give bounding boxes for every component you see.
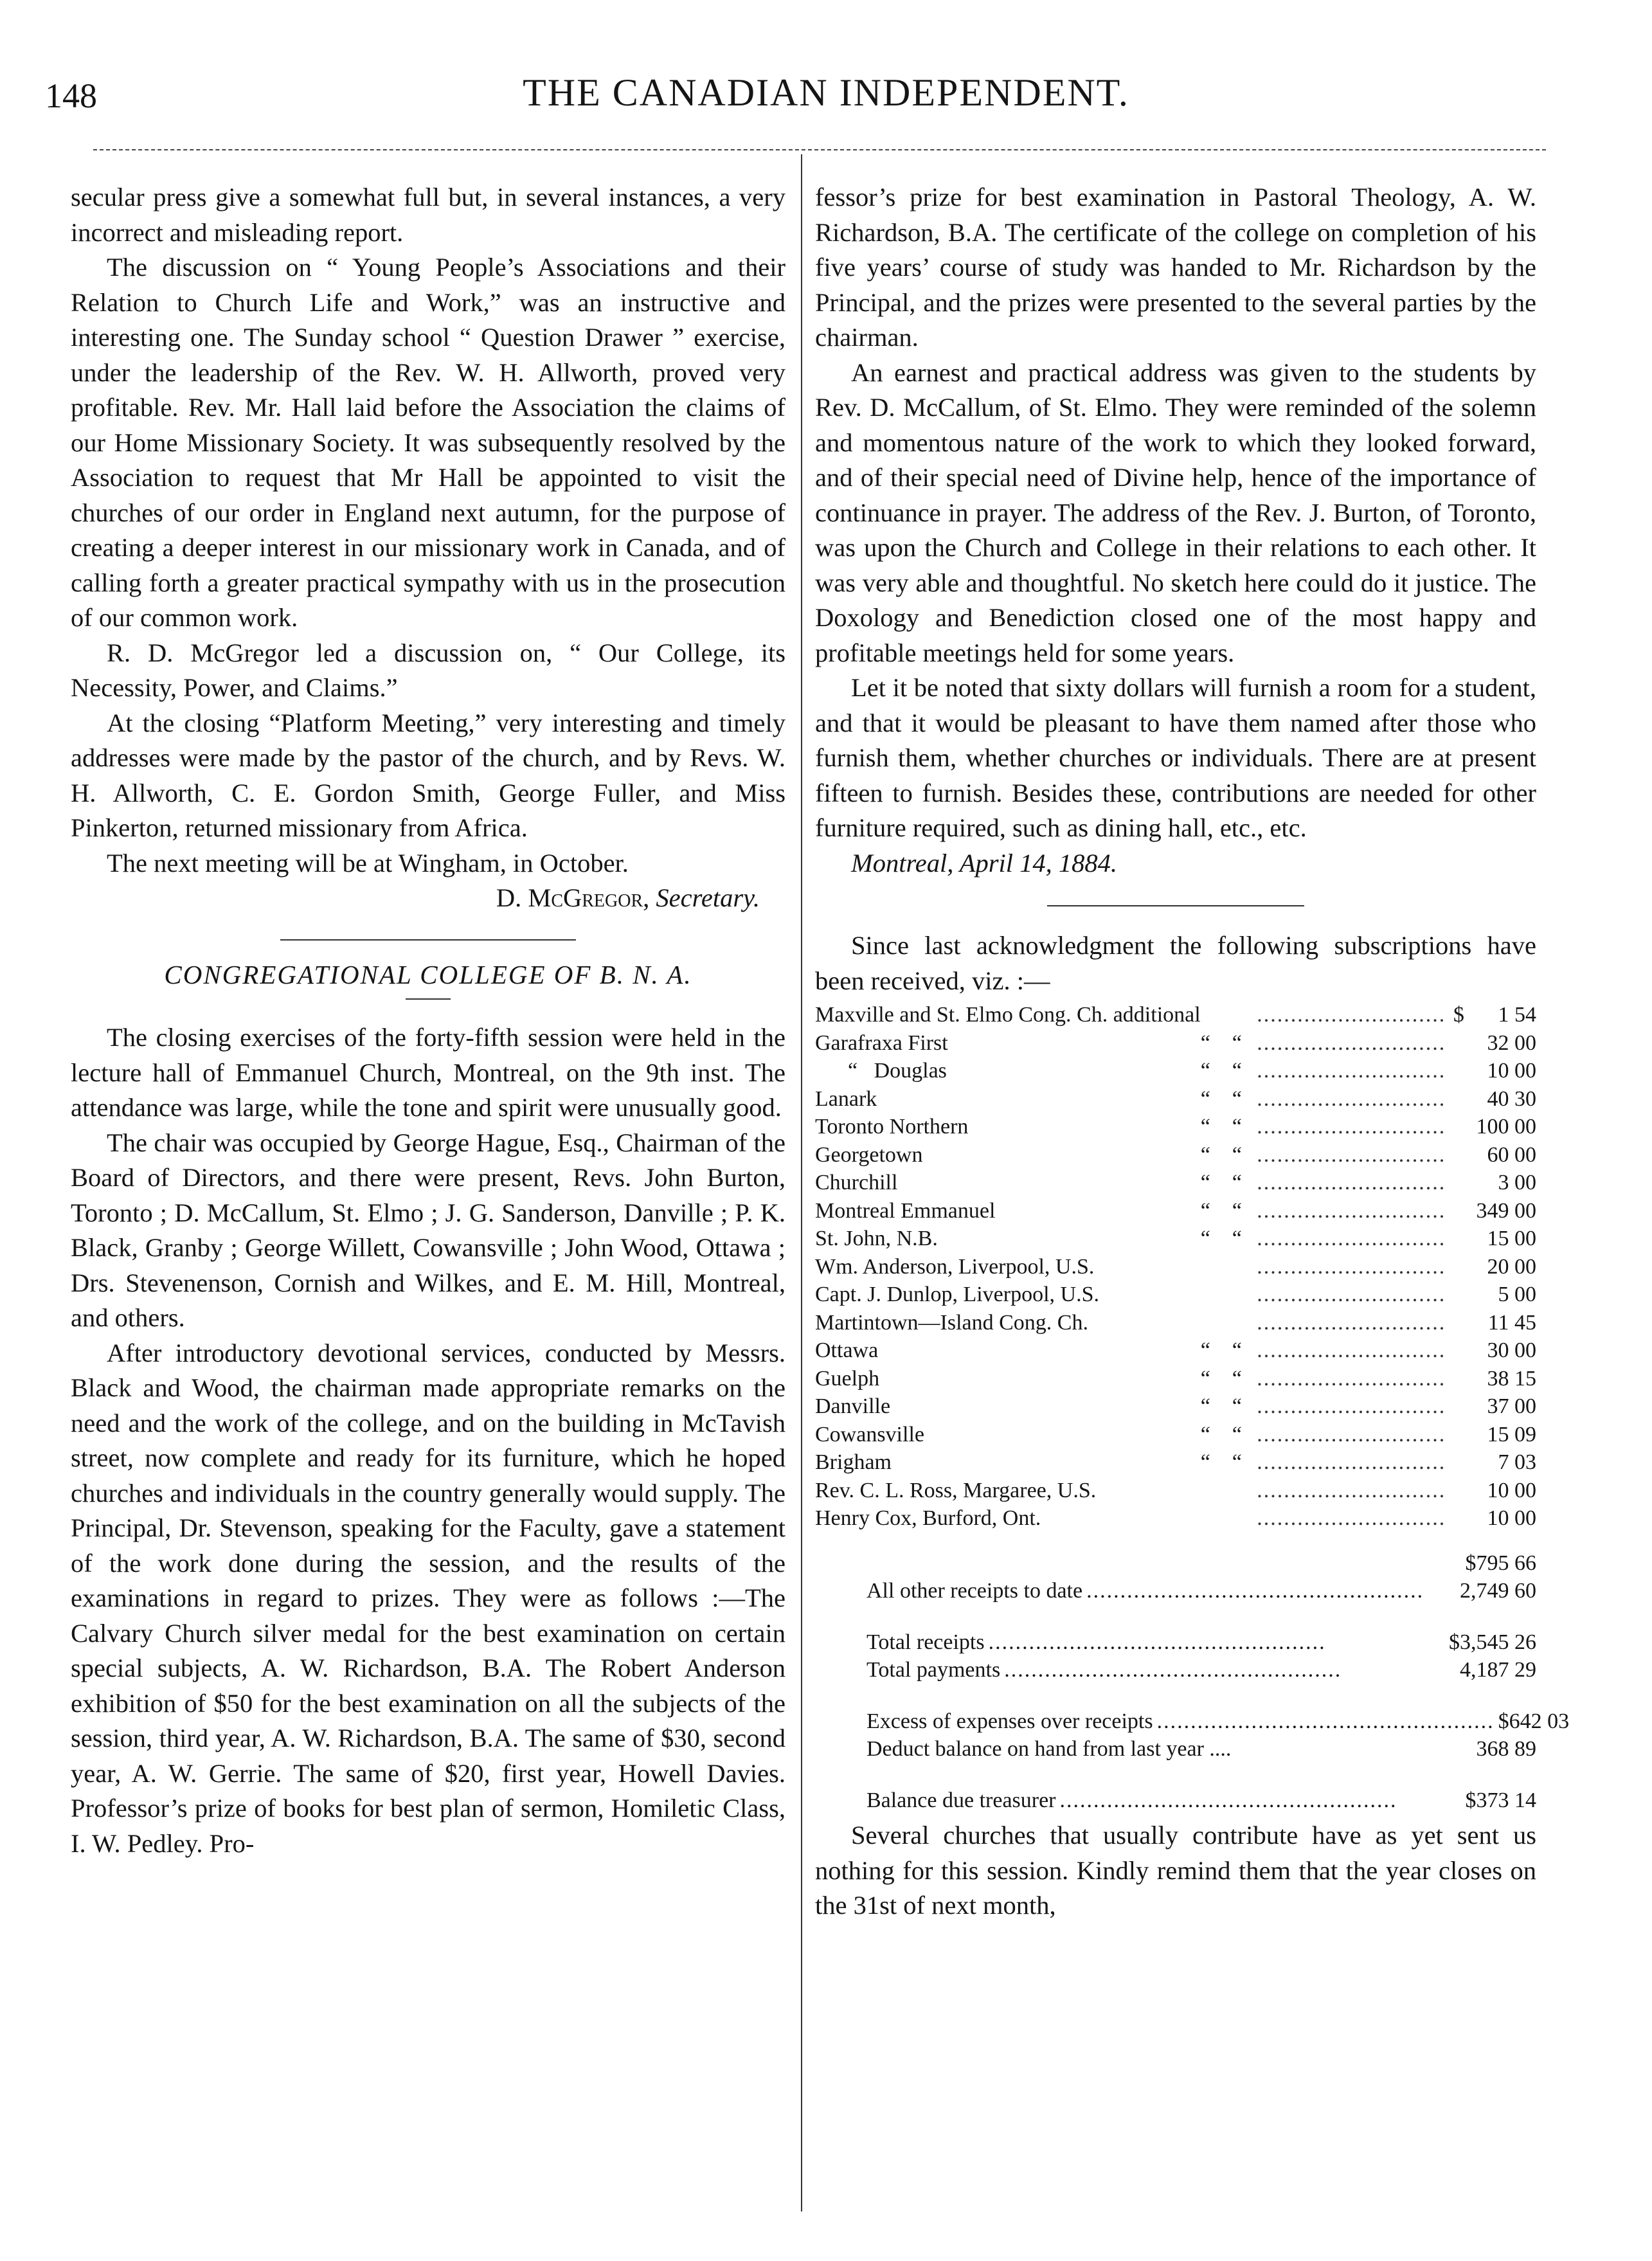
subscription-dollar (1446, 1504, 1464, 1533)
subscription-name: Montreal Emmanuel (815, 1198, 996, 1223)
subscription-name: “ Douglas (815, 1059, 947, 1083)
subscription-dollar: $ (1453, 1003, 1464, 1027)
left-paragraph-6: The closing exercises of the forty-fifth session were held in the lecture hall of Emmanuel Church, Montreal, on the 9th inst. The attendance was large, while the tone and spirit were unusually good. (71, 1023, 786, 1122)
running-title: THE CANADIAN INDEPENDENT. (523, 71, 1129, 114)
subscription-dollar (1446, 1225, 1464, 1253)
leader-dots: ............................ (1257, 1031, 1446, 1055)
left-paragraph-3: R. D. McGregor led a discussion on, “ Our College, its Necessity, Power, and Claims.” (71, 638, 786, 702)
subscription-dollar (1446, 1337, 1464, 1365)
subscription-row (815, 1421, 1536, 1449)
leader-dots: ............................ (1257, 1506, 1446, 1530)
subscription-row (815, 1057, 1536, 1085)
subscription-row (815, 1337, 1536, 1365)
subscription-ditto (1201, 1253, 1257, 1281)
subscription-ditto: “ “ (1200, 1198, 1242, 1223)
subscription-ditto: “ “ (1200, 1338, 1242, 1362)
subscription-amount: 5 00 (1498, 1283, 1536, 1306)
subscription-name: Danville (815, 1394, 891, 1418)
leader-dots: ............................ (1257, 1059, 1446, 1083)
subscription-ditto (1201, 1001, 1257, 1029)
subscription-amount: 15 00 (1487, 1227, 1536, 1250)
subscription-dollar (1446, 1253, 1464, 1281)
right-paragraph-5: Several churches that usually contribute have as yet sent us nothing for this session. Kindly remind them that the year closes on the 31st of next month, (815, 1821, 1536, 1920)
subscription-row (815, 1169, 1536, 1197)
leader-dots: ............................ (1257, 1142, 1446, 1167)
column-divider (801, 154, 802, 2211)
total-payments-label: Total payments (866, 1658, 1001, 1682)
other-receipts-row: All other receipts to date .................................................. 2,749 60 (815, 1577, 1536, 1605)
subscription-dollar (1446, 1392, 1464, 1421)
total-payments-row: Total payments .................................................. 4,187 29 (815, 1656, 1536, 1684)
subscription-ditto: “ “ (1200, 1171, 1242, 1194)
subscriptions-summary (815, 1549, 1570, 1815)
leader-dots: ............................ (1257, 1450, 1446, 1474)
subscription-name: Churchill (815, 1171, 898, 1194)
dateline: Montreal, April 14, 1884. (851, 848, 1117, 878)
subscription-amount: 1 54 (1498, 1003, 1536, 1027)
subscription-amount: 30 00 (1487, 1338, 1536, 1362)
subscription-dollar (1446, 1029, 1464, 1058)
subscription-name: Georgetown (815, 1142, 923, 1167)
left-column (71, 180, 786, 1861)
subscription-amount: 10 00 (1487, 1478, 1536, 1502)
subscription-name: Toronto Northern (815, 1115, 969, 1139)
subscription-amount: 7 03 (1498, 1450, 1536, 1474)
leader-dots: ............................ (1257, 1310, 1446, 1335)
subscription-amount: 10 00 (1487, 1506, 1536, 1530)
left-paragraph-1: secular press give a somewhat full but, in several instances, a very incorrect and misleading report. (71, 183, 786, 247)
leader-dots: ............................ (1257, 1086, 1446, 1111)
signature (71, 881, 786, 916)
subscription-dollar (1446, 1421, 1464, 1449)
subscription-row (815, 1197, 1536, 1225)
leader-dots: ............................ (1257, 1254, 1446, 1279)
subscription-row (815, 1477, 1536, 1505)
subscription-dollar (1446, 1448, 1464, 1477)
deduct-label: Deduct balance on hand from last year .... (866, 1737, 1232, 1761)
subscription-name: Lanark (815, 1086, 877, 1111)
right-paragraph-4: Since last acknowledgment the following subscriptions have been received, viz. :— (815, 931, 1536, 995)
leader-dots: ............................ (1257, 1003, 1446, 1027)
subscription-row (815, 1392, 1536, 1421)
subscription-amount: 349 00 (1476, 1198, 1536, 1223)
subscription-name: St. John, N.B. (815, 1227, 938, 1250)
subscription-dollar (1446, 1197, 1464, 1225)
subscription-row (815, 1029, 1536, 1058)
leader-dots: ............................ (1257, 1478, 1446, 1502)
subscription-name: Martintown—Island Cong. Ch. (815, 1310, 1088, 1335)
subscription-row (815, 1141, 1536, 1169)
balance-amount: $373 14 (1465, 1788, 1536, 1812)
signature-title: Secretary. (656, 883, 760, 912)
subscription-dollar (1446, 1085, 1464, 1113)
subscription-row (815, 1253, 1536, 1281)
subscription-name: Brigham (815, 1450, 892, 1474)
deduct-amount: 368 89 (1476, 1737, 1536, 1761)
leader-dots: ............................ (1257, 1366, 1446, 1391)
left-paragraph-8: After introductory devotional services, conducted by Messrs. Black and Wood, the chairman made appropriate remarks on the need and the work of the college, and on the building in McTavish street, now complete and ready for its furniture, which he hoped churches and individuals in the country generally would supply. The Principal, Dr. Stevenson, speaking for the Faculty, gave a statement of the work done during the session, and the results of the examinations in regard to prizes. They were as follows :—The Calvary Church silver medal for the best examination on certain special subjects, A. W. Richardson, B.A. The Robert Anderson exhibition of $50 for the best examination on all the subjects of the session, third year, A. W. Richardson, B.A. The same of $30, second year, A. W. Gerrie. The same of $20, first year, Howell Davies. Professor’s prize of books for best plan of sermon, Homiletic Class, I. W. Pedley. Pro- (71, 1338, 786, 1858)
subscription-ditto: “ “ (1200, 1115, 1242, 1139)
subscription-row (815, 1448, 1536, 1477)
subscription-dollar (1446, 1057, 1464, 1085)
acknowledgment-rule (1047, 905, 1304, 906)
subscription-ditto (1201, 1309, 1257, 1337)
right-column (815, 180, 1570, 1923)
subscription-ditto (1201, 1281, 1257, 1309)
subscription-ditto: “ “ (1200, 1366, 1242, 1391)
balance-label: Balance due treasurer (866, 1788, 1056, 1812)
leader-dots: ............................ (1257, 1171, 1446, 1194)
header-rule (93, 149, 1546, 150)
total-receipts-row: Total receipts .................................................. $3,545 26 (815, 1628, 1536, 1657)
subscription-name: Ottawa (815, 1338, 879, 1362)
subscription-name: Wm. Anderson, Liverpool, U.S. (815, 1254, 1095, 1279)
balance-row: Balance due treasurer .................................................. $373 14 (815, 1787, 1536, 1815)
excess-amount: $642 03 (1498, 1709, 1570, 1733)
subscription-amount: 37 00 (1487, 1394, 1536, 1418)
subscription-amount: 3 00 (1498, 1171, 1536, 1194)
subscription-amount: 10 00 (1487, 1059, 1536, 1083)
subscription-amount: 100 00 (1476, 1115, 1536, 1139)
section-heading: CONGREGATIONAL COLLEGE OF B. N. A. (164, 959, 692, 989)
subscription-name: Capt. J. Dunlop, Liverpool, U.S. (815, 1283, 1099, 1306)
subscription-ditto: “ “ (1200, 1422, 1242, 1446)
subscription-name: Maxville and St. Elmo Cong. Ch. additional (815, 1003, 1201, 1027)
deduct-row (815, 1735, 1536, 1763)
subscription-row (815, 1113, 1536, 1141)
excess-label: Excess of expenses over receipts (866, 1709, 1153, 1733)
subtotal-row (815, 1549, 1536, 1578)
total-payments-amount: 4,187 29 (1460, 1658, 1536, 1682)
excess-row: Excess of expenses over receipts .................................................. $642 03 (815, 1707, 1536, 1736)
subscription-row (815, 1309, 1536, 1337)
subscription-ditto (1201, 1477, 1257, 1505)
subscription-amount: 11 45 (1487, 1310, 1536, 1335)
total-receipts-amount: $3,545 26 (1449, 1630, 1536, 1654)
subtotal-amount: $795 66 (1465, 1551, 1536, 1575)
left-paragraph-7: The chair was occupied by George Hague, Esq., Chairman of the Board of Directors, and there were present, Revs. John Burton, Toronto ; D. McCallum, St. Elmo ; J. G. Sanderson, Danville ; P. K. Black, Granby ; George Willett, Cowansville ; John Wood, Ottawa ; Drs. Stevenenson, Cornish and Wilkes, and E. M. Hill, Montreal, and others. (71, 1128, 786, 1332)
subscription-dollar (1446, 1309, 1464, 1337)
subscription-amount: 15 09 (1487, 1422, 1536, 1446)
subscription-row (815, 1365, 1536, 1393)
subscription-dollar (1446, 1477, 1464, 1505)
subscription-dollar (1446, 1113, 1464, 1141)
subscription-amount: 20 00 (1487, 1254, 1536, 1279)
total-receipts-label: Total receipts (866, 1630, 985, 1654)
subscription-row (815, 1504, 1536, 1533)
page-number: 148 (45, 77, 97, 115)
subscription-name: Garafraxa First (815, 1031, 948, 1055)
subscription-amount: 32 00 (1487, 1031, 1536, 1055)
subscription-amount: 40 30 (1487, 1086, 1536, 1111)
other-receipts-amount: 2,749 60 (1460, 1579, 1536, 1603)
leader-dots: ............................ (1257, 1227, 1446, 1250)
leader-dots: ............................ (1257, 1115, 1446, 1139)
signature-name: D. McGregor, (496, 883, 650, 912)
section-rule (280, 939, 576, 941)
section-rule-short (406, 998, 451, 1000)
subscriptions-table (815, 1001, 1536, 1533)
subscription-amount: 60 00 (1487, 1142, 1536, 1167)
leader-dots: ............................ (1257, 1394, 1446, 1418)
left-paragraph-5: The next meeting will be at Wingham, in October. (107, 848, 629, 878)
leader-dots: ............................ (1257, 1198, 1446, 1223)
subscription-row (815, 1085, 1536, 1113)
subscription-dollar (1446, 1365, 1464, 1393)
subscription-row (815, 1281, 1536, 1309)
subscription-name: Henry Cox, Burford, Ont. (815, 1506, 1041, 1530)
subscription-ditto: “ “ (1200, 1450, 1242, 1474)
subscription-dollar (1446, 1141, 1464, 1169)
left-paragraph-4: At the closing “Platform Meeting,” very interesting and timely addresses were made by the pastor of the church, and by Revs. W. H. Allworth, C. E. Gordon Smith, George Fuller, and Miss Pinkerton, returned missionary from Africa. (71, 708, 786, 842)
subscription-row (815, 1001, 1536, 1029)
subscription-dollar (1446, 1281, 1464, 1309)
page-header (0, 0, 1652, 154)
subscription-ditto: “ “ (1200, 1142, 1242, 1167)
subscription-amount: 38 15 (1487, 1366, 1536, 1391)
subscription-ditto: “ “ (1200, 1031, 1242, 1055)
leader-dots: ............................ (1257, 1283, 1446, 1306)
subscription-ditto: “ “ (1200, 1394, 1242, 1418)
right-paragraph-2: An earnest and practical address was given to the students by Rev. D. McCallum, of St. Elmo. They were reminded of the solemn and momentous nature of the work to which they looked forward, and of their special need of Divine help, hence of the importance of continuance in prayer. The address of the Rev. J. Burton, of Toronto, was upon the Church and College in their relations to each other. It was very able and thoughtful. No sketch here could do it justice. The Doxology and Benediction closed one of the most happy and profitable meetings held for some years. (815, 357, 1536, 667)
right-paragraph-1: fessor’s prize for best examination in Pastoral Theology, A. W. Richardson, B.A. The certificate of the college on completion of his five years’ course of study was handed to Mr. Richardson by the Principal, and the prizes were presented to the several parties by the chairman. (815, 183, 1536, 352)
leader-dots: ............................ (1257, 1338, 1446, 1362)
left-paragraph-2: The discussion on “ Young People’s Associations and their Relation to Church Life and Work,” was an instructive and interesting one. The Sunday school “ Question Drawer ” exercise, under the leadership of the Rev. W. H. Allworth, proved very profitable. Rev. Mr. Hall laid before the Association the claims of our Home Missionary Society. It was subsequently resolved by the Association to request that Mr Hall be appointed to visit the churches of our order in England next autumn, for the purpose of creating a deeper interest in our missionary work in Canada, and of calling forth a greater practical sympathy with us in the prosecution of our common work. (71, 253, 786, 632)
subscription-name: Guelph (815, 1366, 880, 1391)
subscription-ditto: “ “ (1200, 1227, 1242, 1250)
subscription-dollar (1446, 1169, 1464, 1197)
right-paragraph-3: Let it be noted that sixty dollars will furnish a room for a student, and that it would be pleasant to have them named after those who furnish them, whether churches or individuals. There are at present fifteen to furnish. Besides these, contributions are needed for other furniture required, such as dining hall, etc., etc. (815, 673, 1536, 842)
subscription-name: Rev. C. L. Ross, Margaree, U.S. (815, 1478, 1097, 1502)
subscription-ditto: “ “ (1200, 1059, 1242, 1083)
subscription-row (815, 1225, 1536, 1253)
other-receipts-label: All other receipts to date (866, 1579, 1083, 1603)
subscription-name: Cowansville (815, 1422, 924, 1446)
subscription-ditto (1201, 1504, 1257, 1533)
leader-dots: ............................ (1257, 1422, 1446, 1446)
subscription-ditto: “ “ (1200, 1086, 1242, 1111)
